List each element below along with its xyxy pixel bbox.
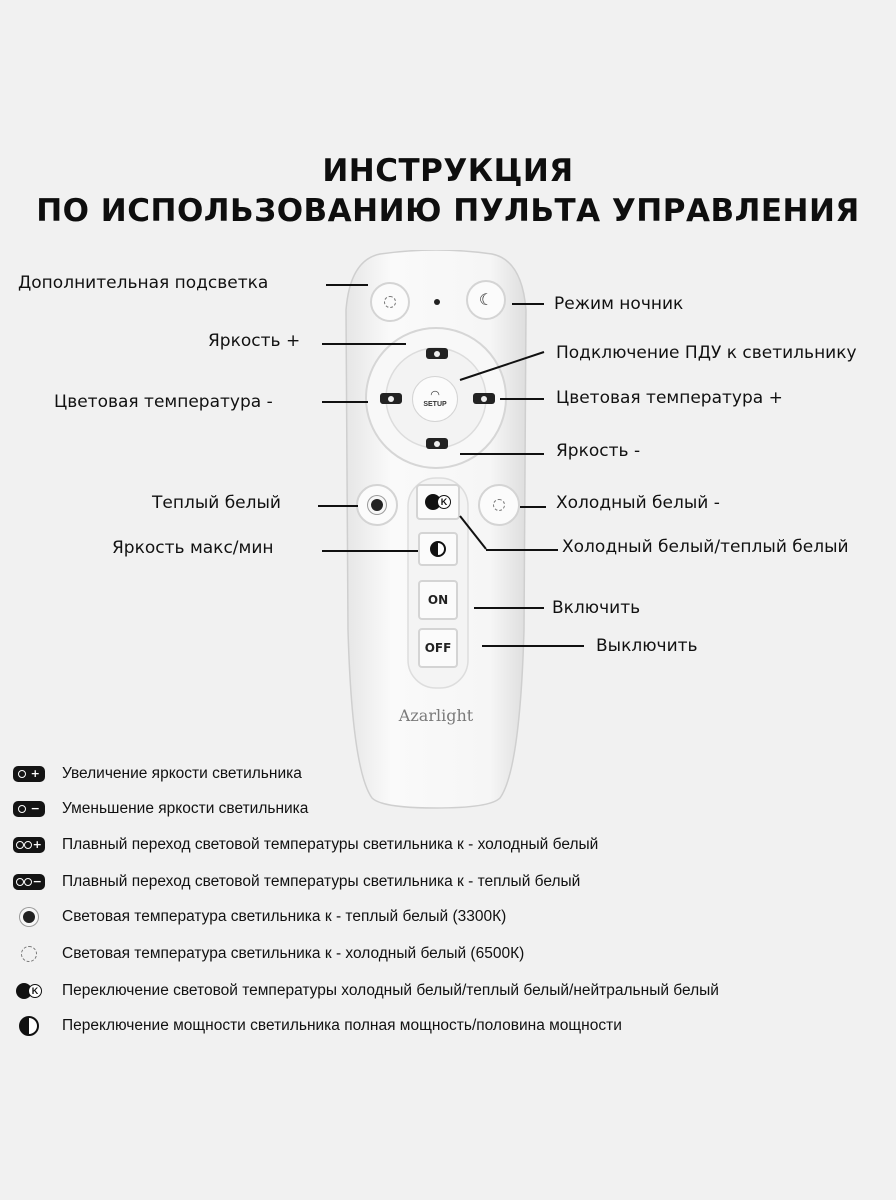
warm-sun-icon [371,499,383,511]
legend-item [10,762,302,786]
cold-sun-icon [493,499,505,511]
moon-icon: ☾ [478,292,494,309]
temp-down-button[interactable] [380,393,402,404]
leader-line [460,453,544,455]
leader-line [474,607,544,609]
page-title-line1: ИНСТРУКЦИЯ [322,153,574,189]
leader-line [318,505,358,507]
label-brightness-minus: Яркость - [556,441,641,461]
brightness-down-button[interactable] [426,438,448,449]
off-button[interactable] [418,628,458,668]
legend-item [10,942,524,966]
remote-outline [340,250,532,810]
label-pairing: Подключение ПДУ к светильнику [556,343,857,363]
label-color-temp-plus: Цветовая температура + [556,388,783,408]
on-button[interactable] [418,580,458,620]
brightness-down-icon: − [13,801,45,817]
legend-item [10,905,506,929]
wifi-icon: ◠ [430,389,440,401]
extra-light-button[interactable] [370,282,410,322]
leader-line [326,284,368,286]
legend-item [10,1014,622,1038]
legend-text: Плавный переход световой температуры светильника к - холодный белый [62,836,599,853]
brightness-up-icon: + [13,766,45,782]
remote-control [340,250,532,810]
page-title-line2: ПО ИСПОЛЬЗОВАНИЮ ПУЛЬТА УПРАВЛЕНИЯ [36,193,860,229]
legend-item [10,833,598,857]
cold-white-button[interactable] [478,484,520,526]
moon-k-icon: K [16,983,42,999]
half-circle-icon [19,1016,39,1036]
label-extra-light: Дополнительная подсветка [18,273,269,293]
brand-logo: Azarlight [398,706,474,725]
bulb-icon [384,296,396,308]
temp-up-button[interactable] [473,393,495,404]
label-brightness-max-min: Яркость макс/мин [112,538,274,558]
leader-line [520,506,546,508]
label-cold-warm-switch: Холодный белый/теплый белый [562,537,849,557]
leader-line [322,343,406,345]
setup-label: SETUP [423,401,447,408]
label-turn-on: Включить [552,598,641,618]
legend-item [10,979,719,1003]
brightness-max-min-button[interactable] [418,532,458,566]
setup-button[interactable] [412,376,458,422]
legend-text: Световая температура светильника к - холодный белый (6500К) [62,945,525,962]
on-label: ON [427,593,449,607]
label-color-temp-minus: Цветовая температура - [54,392,273,412]
legend-text: Световая температура светильника к - теплый белый (3300К) [62,908,507,925]
legend-text: Уменьшение яркости светильника [62,800,309,817]
off-label: OFF [424,641,452,655]
legend-item [10,797,308,821]
label-night-mode: Режим ночник [554,294,684,314]
cold-warm-switch-button[interactable] [416,484,460,520]
legend-item [10,870,580,894]
warm-sun-icon [23,911,35,923]
moon-k-icon: K [425,494,451,510]
brightness-up-button[interactable] [426,348,448,359]
temp-up-icon: + [13,837,45,853]
label-brightness-plus: Яркость + [208,331,301,351]
warm-white-button[interactable] [356,484,398,526]
leader-line [322,550,418,552]
label-warm-white: Теплый белый [152,493,281,513]
legend-text: Переключение мощности светильника полная мощность/половина мощности [62,1017,622,1034]
leader-line [322,401,368,403]
leader-line [512,303,544,305]
label-turn-off: Выключить [596,636,698,656]
half-circle-icon [430,541,446,557]
cold-sun-icon [21,946,37,962]
label-cold-white-minus: Холодный белый - [556,493,720,513]
legend-text: Плавный переход световой температуры светильника к - теплый белый [62,873,581,890]
legend-text: Увеличение яркости светильника [62,765,302,782]
leader-line [482,645,584,647]
night-mode-button[interactable] [466,280,506,320]
temp-down-icon: − [13,874,45,890]
leader-line [500,398,544,400]
legend-text: Переключение световой температуры холодный белый/теплый белый/нейтральный белый [62,982,719,999]
leader-line [486,549,558,551]
